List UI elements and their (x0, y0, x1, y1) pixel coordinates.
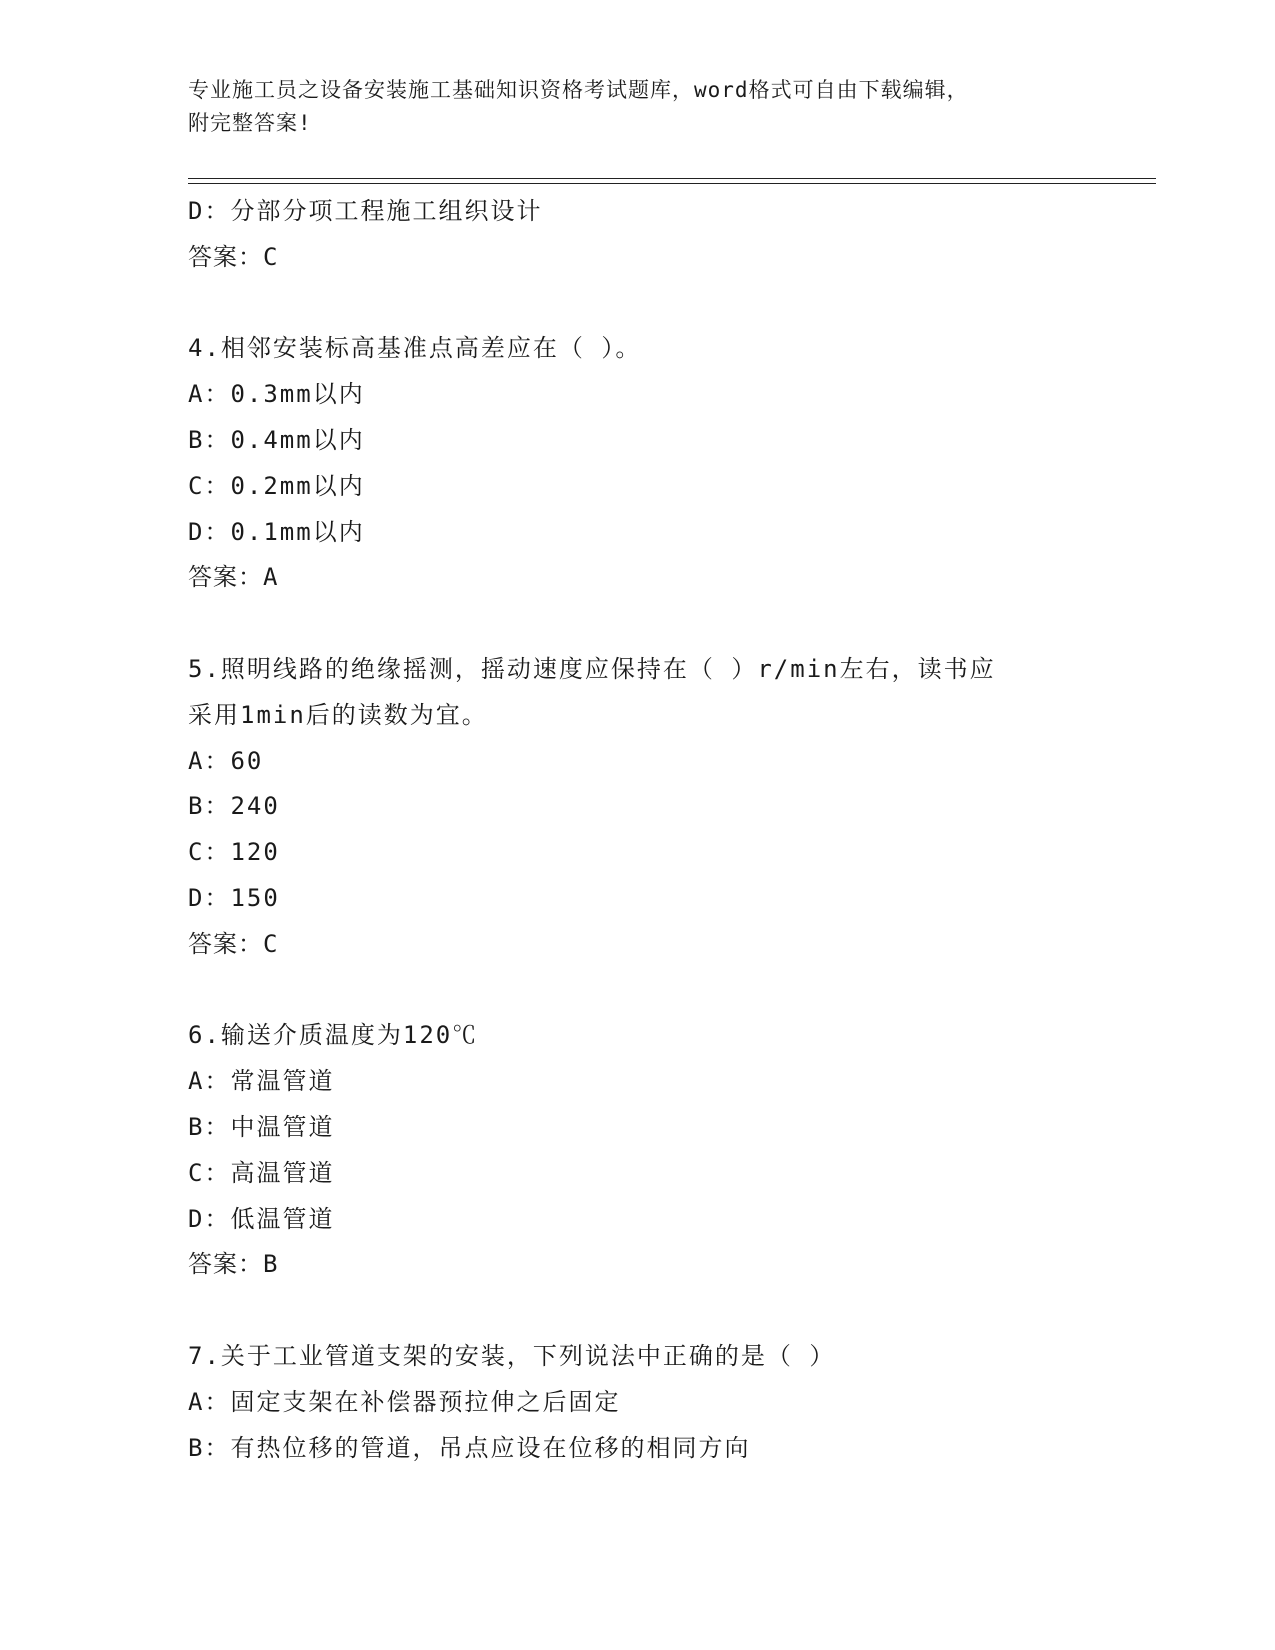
question-5 (188, 647, 1156, 968)
question-stem-line-1: 5.照明线路的绝缘摇测，摇动速度应保持在（ ）r/min左右，读书应 (188, 654, 996, 683)
header-line-2: 附完整答案! (188, 111, 312, 135)
option-b: B：0.4mm以内 (188, 425, 365, 454)
spacer (188, 601, 1156, 647)
answer: 答案：A (188, 563, 279, 592)
option-c: C：120 (188, 838, 280, 867)
question-4 (188, 326, 1156, 601)
option-d: D：低温管道 (188, 1204, 335, 1233)
spacer (188, 1288, 1156, 1334)
answer: 答案：B (188, 1250, 279, 1279)
spacer (188, 968, 1156, 1014)
spacer (188, 281, 1156, 327)
header-divider-bottom (188, 183, 1156, 184)
option-a: A：常温管道 (188, 1067, 335, 1096)
question-7 (188, 1334, 1156, 1471)
option-b: B：中温管道 (188, 1112, 335, 1141)
option-d: D：150 (188, 883, 280, 912)
question-list (188, 189, 1156, 1471)
answer: 答案：C (188, 242, 279, 271)
option-c: C：高温管道 (188, 1158, 335, 1187)
question-stem: 6.输送介质温度为120℃ (188, 1021, 479, 1050)
option-d: D：0.1mm以内 (188, 517, 365, 546)
option-c: C：0.2mm以内 (188, 471, 365, 500)
question-6 (188, 1013, 1156, 1288)
option-a: A：60 (188, 746, 264, 775)
header-line-1: 专业施工员之设备安装施工基础知识资格考试题库，word格式可自由下载编辑， (188, 78, 969, 102)
header-divider-top (188, 178, 1156, 179)
option-a: A：固定支架在补偿器预拉伸之后固定 (188, 1387, 621, 1416)
option-a: A：0.3mm以内 (188, 380, 365, 409)
option-d: D：分部分项工程施工组织设计 (188, 197, 543, 225)
question-3-tail (188, 189, 1156, 281)
question-stem: 4.相邻安装标高基准点高差应在（ ）。 (188, 334, 642, 363)
question-stem-line-2: 采用1min后的读数为宜。 (188, 700, 488, 729)
document-header (188, 74, 1088, 140)
option-b: B：有热位移的管道，吊点应设在位移的相同方向 (188, 1433, 751, 1462)
answer: 答案：C (188, 929, 279, 958)
question-stem: 7.关于工业管道支架的安装，下列说法中正确的是（ ） (188, 1341, 836, 1370)
option-b: B：240 (188, 792, 280, 821)
